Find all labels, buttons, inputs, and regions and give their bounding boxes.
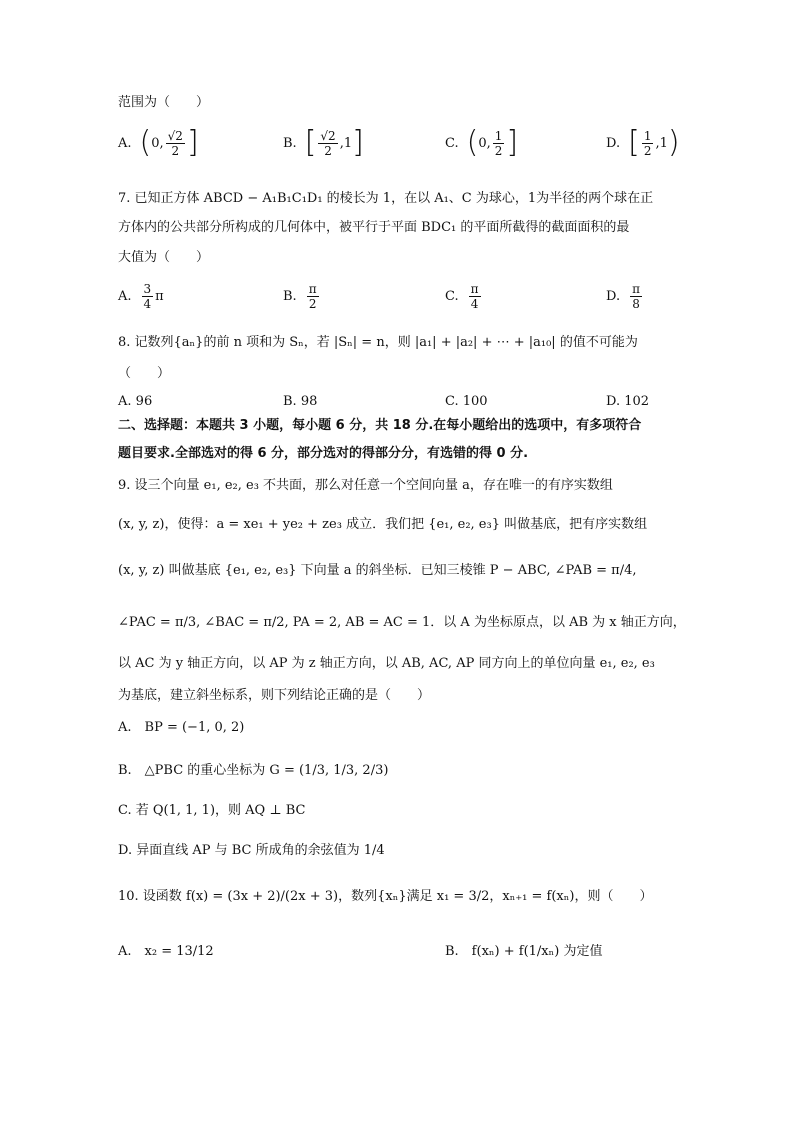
q9-line-5: 以 AC 为 y 轴正方向，以 AP 为 z 轴正方向，以 AB, AC, AP 同方向上的单位向量 e₁, e₂, e₃: [118, 656, 655, 671]
q9-option-a[interactable]: A. BP = (−1, 0, 2): [118, 720, 245, 735]
option-label: C.: [445, 289, 459, 304]
option-text: 98: [300, 394, 318, 409]
option-label: A.: [118, 394, 132, 409]
section-2-heading-line-2: 题目要求.全部选对的得 6 分，部分选对的得部分分，有选错的得 0 分.: [118, 446, 529, 461]
q7-option-b[interactable]: B. $\frac{\pi}{2}$: [283, 282, 317, 311]
q6-option-b[interactable]: B. [ $\frac{√2}{2}$ ,1 ]: [283, 125, 364, 160]
q8-option-c[interactable]: [445, 394, 488, 409]
q6-option-c[interactable]: C. ( 0, $\frac{1}{2}$ ]: [445, 125, 519, 160]
q9-option-b[interactable]: B. △PBC 的重心坐标为 G = (1/3, 1/3, 2/3): [118, 763, 389, 778]
q9-line-3: (x, y, z) 叫做基底 {e₁, e₂, e₃} 下向量 a 的斜坐标．已知三棱锥 P − ABC, ∠PAB = π/4,: [118, 563, 637, 578]
option-label: D.: [606, 289, 621, 304]
q8-line-1: 8. 记数列{aₙ}的前 n 项和为 Sₙ，若 |Sₙ| = n，则 |a₁| + |a₂| + ⋯ + |a₁₀| 的值不可能为: [118, 335, 638, 350]
q6-option-a[interactable]: A. ( 0, $\frac{√2}{2}$ ]: [118, 125, 199, 160]
q8-option-a[interactable]: [118, 394, 152, 409]
q9-option-c[interactable]: C. 若 Q(1, 1, 1)，则 AQ ⊥ BC: [118, 803, 306, 818]
q10-option-a[interactable]: A. x₂ = 13/12: [118, 944, 214, 959]
q7-line-3: 大值为（ ）: [118, 250, 210, 265]
option-text: 96: [135, 394, 153, 409]
q6-option-d[interactable]: D. [ $\frac{1}{2}$ ,1 ): [606, 125, 680, 160]
q7-option-c[interactable]: C. $\frac{\pi}{4}$: [445, 282, 479, 311]
option-label: C.: [445, 135, 459, 151]
option-text: 102: [624, 394, 650, 409]
q6-tail: 范围为（ ）: [118, 95, 210, 110]
q9-line-6: 为基底，建立斜坐标系，则下列结论正确的是（ ）: [118, 688, 431, 703]
q9-option-d[interactable]: D. 异面直线 AP 与 BC 所成角的余弦值为 1/4: [118, 843, 385, 858]
option-label: D.: [606, 135, 621, 151]
q9-line-1: 9. 设三个向量 e₁, e₂, e₃ 不共面，那么对任意一个空间向量 a，存在唯一的有序实数组: [118, 478, 613, 493]
q8-option-d[interactable]: [606, 394, 649, 409]
option-text: 100: [462, 394, 488, 409]
q7-option-a[interactable]: A. $\frac{3}{4}$ π: [118, 282, 164, 311]
option-label: B.: [283, 135, 297, 151]
option-label: D.: [606, 394, 621, 409]
q9-line-2: (x, y, z)，使得：a = xe₁ + ye₂ + ze₃ 成立．我们把 {e₁, e₂, e₃} 叫做基底，把有序实数组: [118, 517, 648, 532]
option-label: C.: [445, 394, 459, 409]
q8-line-2: （ ）: [118, 366, 171, 381]
option-label: B.: [283, 394, 297, 409]
section-2-heading-line-1: 二、选择题：本题共 3 小题，每小题 6 分，共 18 分.在每小题给出的选项中，有多项符合: [118, 418, 642, 433]
q7-line-2: 方体内的公共部分所构成的几何体中，被平行于平面 BDC₁ 的平面所截得的截面面积的最: [118, 220, 630, 235]
q8-option-b[interactable]: [283, 394, 317, 409]
q10-option-b[interactable]: B. f(xₙ) + f(1/xₙ) 为定值: [445, 944, 603, 959]
option-label: B.: [283, 289, 297, 304]
q7-option-d[interactable]: D. $\frac{\pi}{8}$: [606, 282, 640, 311]
q9-line-4: ∠PAC = π/3, ∠BAC = π/2, PA = 2, AB = AC = 1．以 A 为坐标原点，以 AB 为 x 轴正方向，: [118, 615, 686, 630]
option-label: A.: [118, 289, 132, 304]
option-label: A.: [118, 135, 132, 151]
q10-line-1: 10. 设函数 f(x) = (3x + 2)/(2x + 3)，数列{xₙ}满足 x₁ = 3/2，xₙ₊₁ = f(xₙ)，则（ ）: [118, 889, 653, 904]
q7-line-1: 7. 已知正方体 ABCD − A₁B₁C₁D₁ 的棱长为 1，在以 A₁、C 为球心，1为半径的两个球在正: [118, 191, 654, 206]
